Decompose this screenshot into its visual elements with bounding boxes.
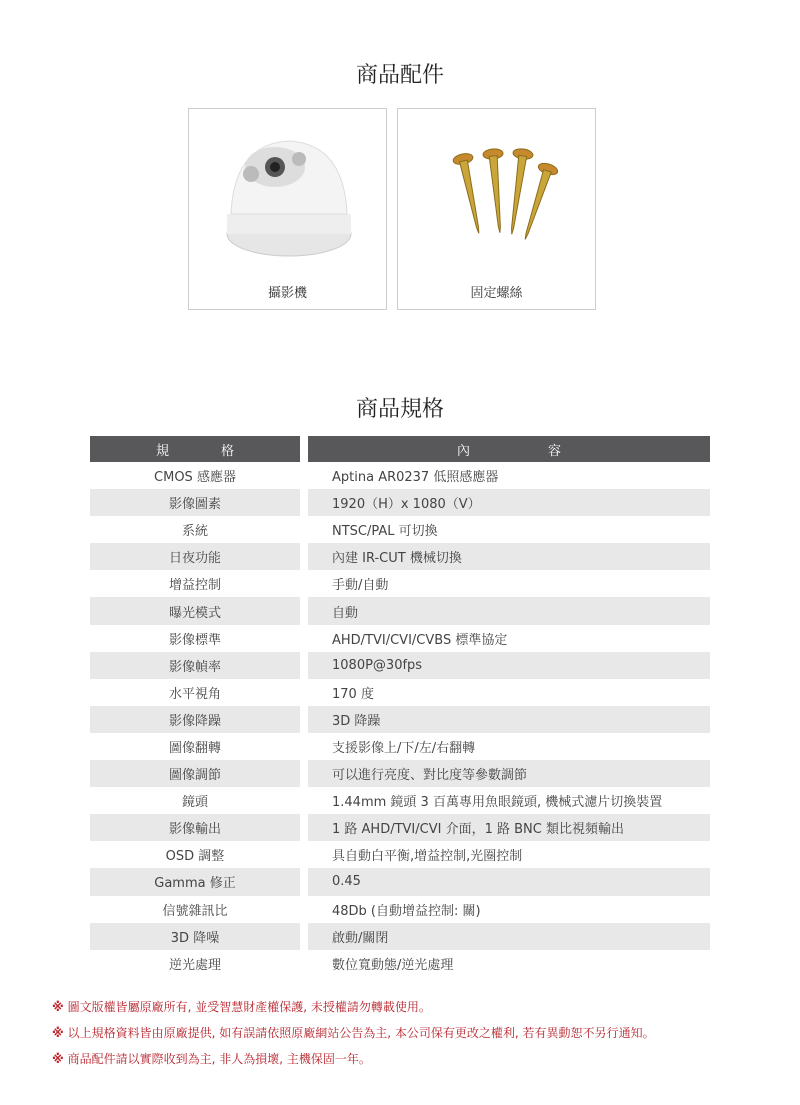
header-spec	[90, 436, 308, 462]
note-text: 圖文版權皆屬原廠所有, 並受智慧財產權保護, 未授權請勿轉載使用。	[67, 1000, 431, 1014]
header-text: 內	[456, 443, 470, 459]
spec-name: 水平視角	[90, 679, 308, 706]
spec-value: 1920（H）x 1080（V）	[308, 489, 710, 516]
spec-value: 數位寬動態/逆光處理	[332, 957, 454, 973]
table-row	[90, 868, 710, 895]
table-row	[90, 950, 710, 977]
spec-name: 影像輸出	[90, 814, 308, 841]
table-row	[90, 814, 710, 841]
spec-value: 48Db (自動增益控制: 關)	[332, 903, 481, 919]
asterisk-icon: ※	[52, 1000, 64, 1014]
specs-table	[90, 436, 710, 977]
spec-value: 內建 IR-CUT 機械切換	[308, 543, 710, 570]
spec-value: 手動/自動	[332, 578, 389, 594]
header-text: 規	[155, 443, 169, 459]
accessories-title: 商品配件	[355, 63, 444, 88]
spec-name: 曝光模式	[90, 597, 308, 624]
accessory-label: 固定螺絲	[470, 286, 523, 301]
asterisk-icon: ※	[52, 1052, 64, 1066]
note-item	[52, 1046, 655, 1072]
spec-value: 170 度	[332, 686, 374, 702]
spec-value: NTSC/PAL 可切換	[332, 524, 438, 540]
spec-name: 3D 降噪	[90, 923, 308, 950]
table-row	[90, 923, 710, 950]
spec-value: 可以進行亮度、對比度等參數調節	[308, 760, 710, 787]
screws-image	[418, 119, 578, 279]
spec-value: 1.44mm 鏡頭 3 百萬專用魚眼鏡頭, 機械式濾片切換裝置	[332, 795, 663, 811]
spec-value: 3D 降躁	[308, 706, 710, 733]
spec-name: CMOS 感應器	[90, 462, 308, 489]
spec-value: 1080P@30fps	[308, 652, 710, 679]
asterisk-icon: ※	[52, 1026, 64, 1040]
spec-value: 啟動/關閉	[308, 923, 710, 950]
table-row	[90, 679, 710, 706]
table-row	[90, 841, 710, 868]
spec-name: 鏡頭	[90, 787, 308, 814]
spec-name: 影像幀率	[90, 652, 308, 679]
spec-name: 圖像翻轉	[90, 733, 308, 760]
spec-name: 日夜功能	[90, 543, 308, 570]
spec-value: AHD/TVI/CVI/CVBS 標準協定	[332, 632, 508, 648]
dome-camera-image	[209, 119, 369, 279]
header-text: 容	[547, 443, 561, 459]
table-row	[90, 787, 710, 814]
table-row	[90, 625, 710, 652]
note-item	[52, 994, 655, 1020]
spec-name: 圖像調節	[90, 760, 308, 787]
accessory-camera	[188, 108, 387, 310]
note-item	[52, 1020, 655, 1046]
spec-name: 系統	[90, 516, 308, 543]
accessory-label: 攝影機	[267, 286, 307, 301]
spec-name: 信號雜訊比	[90, 896, 308, 923]
accessory-screws	[397, 108, 596, 310]
table-row	[90, 462, 710, 489]
table-row	[90, 597, 710, 624]
table-row	[90, 896, 710, 923]
notes	[52, 994, 655, 1072]
table-row	[90, 570, 710, 597]
spec-value: 自動	[308, 597, 710, 624]
header-content	[308, 436, 710, 462]
table-row	[90, 543, 710, 570]
spec-value: Aptina AR0237 低照感應器	[332, 470, 499, 486]
table-row	[90, 489, 710, 516]
spec-name: 影像降躁	[90, 706, 308, 733]
spec-name: 影像圖素	[90, 489, 308, 516]
table-row	[90, 760, 710, 787]
table-row	[90, 706, 710, 733]
spec-value: 具自動白平衡,增益控制,光圈控制	[332, 849, 523, 865]
spec-value: 1 路 AHD/TVI/CVI 介面，1 路 BNC 類比視頻輸出	[308, 814, 710, 841]
spec-value: 支援影像上/下/左/右翻轉	[332, 740, 476, 756]
note-text: 以上規格資料皆由原廠提供, 如有誤請依照原廠網站公告為主, 本公司保有更改之權利, 若有異動恕不另行通知。	[67, 1026, 655, 1040]
spec-name: OSD 調整	[90, 841, 308, 868]
spec-name: 影像標準	[90, 625, 308, 652]
table-row	[90, 733, 710, 760]
table-row	[90, 516, 710, 543]
spec-name: 逆光處理	[90, 950, 308, 977]
spec-name: Gamma 修正	[90, 868, 308, 895]
table-row	[90, 652, 710, 679]
spec-value: 0.45	[308, 868, 710, 895]
header-text: 格	[220, 443, 234, 459]
spec-name: 增益控制	[90, 570, 308, 597]
specs-title: 商品規格	[355, 397, 444, 422]
note-text: 商品配件請以實際收到為主, 非人為損壞, 主機保固一年。	[67, 1052, 371, 1066]
